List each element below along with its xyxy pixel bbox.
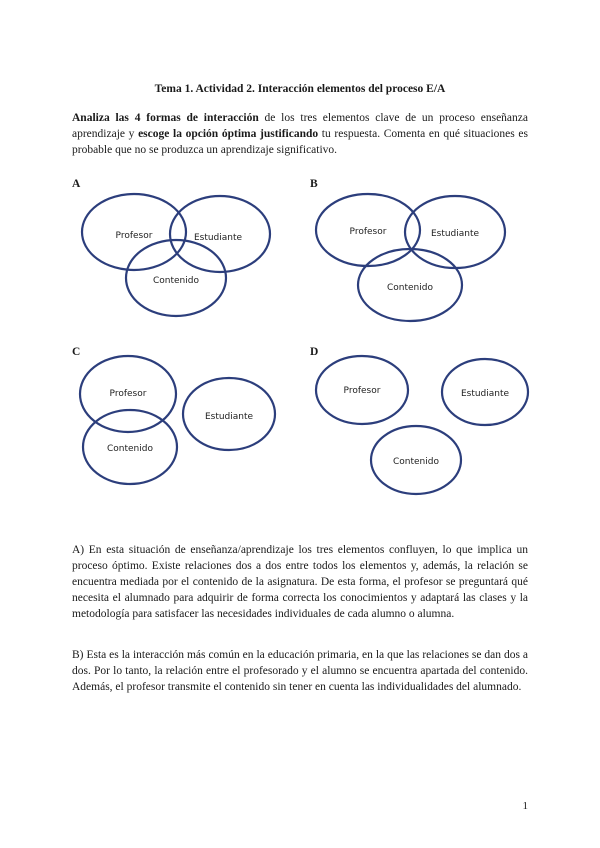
diagram-a-letter: A bbox=[72, 178, 81, 190]
diagram-a-estudiante-label: Estudiante bbox=[193, 233, 243, 243]
diagram-d-contenido-label: Contenido bbox=[393, 457, 439, 467]
diagram-d-letter: D bbox=[310, 346, 319, 358]
answer-a-paragraph: A) En esta situación de enseñanza/aprendizaje los tres elementos confluyen, lo que implica un proceso óptimo. Existe relaciones dos a dos entre todos los elementos y, además, la relación se encuentra mediada por el contenido de la asignatura. De esta forma, el profesor se preguntará qué necesita el alumnado para adquirir de forma correcta los conocimientos y adaptará las clases y la metodología para satisfacer las necesidades individuales de cada alumno o alumna. bbox=[72, 544, 528, 620]
diagram-d-estudiante-label: Estudiante bbox=[460, 389, 510, 399]
intro-bold-1: Analiza las 4 formas de interacción bbox=[72, 112, 259, 124]
diagram-b bbox=[316, 194, 505, 321]
intro-text-2: tu respuesta. Comenta en qué situaciones es probable que no se produzca un aprendizaje significativo. bbox=[72, 128, 528, 156]
diagram-d-profesor-label: Profesor bbox=[343, 386, 381, 396]
intro-text-1: de los tres elementos clave de un proceso enseñanza aprendizaje y bbox=[72, 112, 528, 140]
page-number: 1 bbox=[522, 800, 528, 812]
diagram-d bbox=[316, 356, 528, 494]
diagram-c-estudiante-label: Estudiante bbox=[204, 412, 254, 422]
intro-bold-2: escoge la opción óptima justificando bbox=[138, 128, 319, 140]
page-title: Tema 1. Actividad 2. Interacción elementos del proceso E/A bbox=[154, 83, 446, 95]
diagram-c-contenido-label: Contenido bbox=[107, 444, 153, 454]
diagram-b-estudiante-label: Estudiante bbox=[430, 229, 480, 239]
diagram-b-contenido-label: Contenido bbox=[387, 283, 433, 293]
diagram-c bbox=[80, 356, 275, 484]
diagram-b-profesor-label: Profesor bbox=[349, 227, 387, 237]
diagram-a-contenido-label: Contenido bbox=[153, 276, 199, 286]
diagram-c-profesor-label: Profesor bbox=[109, 389, 147, 399]
answer-b-paragraph: B) Esta es la interacción más común en la educación primaria, en la que las relaciones se dan dos a dos. Por lo tanto, la relación entre el profesorado y el alumno se encuentra apartada del contenido. Además, el profesor transmite el contenido sin tener en cuenta las individualidades del alumnado. bbox=[72, 649, 528, 693]
diagram-b-letter: B bbox=[310, 178, 318, 190]
diagram-c-letter: C bbox=[72, 346, 81, 358]
diagram-a bbox=[82, 194, 270, 316]
diagram-a-profesor-label: Profesor bbox=[115, 231, 153, 241]
